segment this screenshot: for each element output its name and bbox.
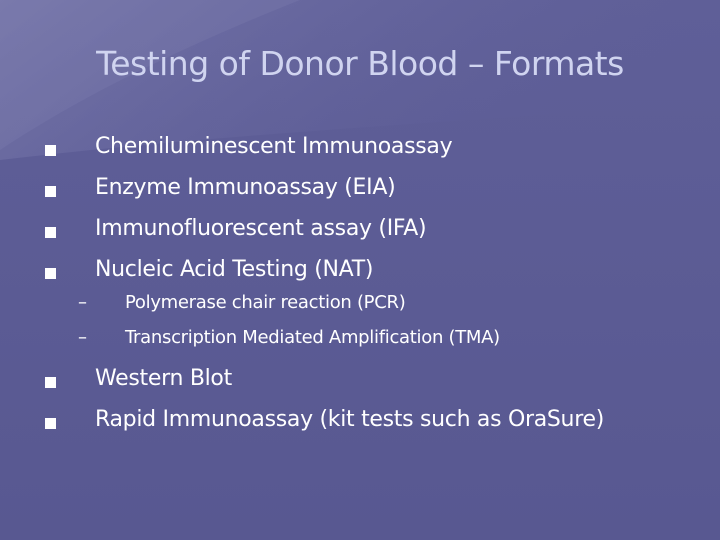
sub-bullet-item — [38, 291, 678, 315]
square-bullet-icon — [45, 186, 56, 197]
bullet-item — [38, 405, 625, 435]
bullet-text: Rapid Immunoassay (kit tests such as OraSure) — [95, 407, 604, 432]
square-bullet-icon — [45, 418, 56, 429]
slide-title: Testing of Donor Blood – Formats — [96, 44, 624, 83]
sub-bullet-item — [38, 326, 678, 350]
sub-bullet-text: Transcription Mediated Amplification (TMA) — [125, 327, 500, 348]
bullet-item — [38, 214, 678, 244]
square-bullet-icon — [45, 268, 56, 279]
dash-bullet-icon: – — [78, 292, 87, 313]
bullet-item — [38, 132, 678, 162]
square-bullet-icon — [45, 145, 56, 156]
bullet-list — [38, 132, 678, 446]
square-bullet-icon — [45, 227, 56, 238]
bullet-item — [38, 255, 678, 285]
bullet-text: Nucleic Acid Testing (NAT) — [95, 257, 374, 282]
bullet-text: Enzyme Immunoassay (EIA) — [95, 175, 396, 200]
bullet-item — [38, 364, 678, 394]
dash-bullet-icon: – — [78, 327, 87, 348]
bullet-text: Western Blot — [95, 366, 232, 391]
bullet-text: Chemiluminescent Immunoassay — [95, 134, 453, 159]
square-bullet-icon — [45, 377, 56, 388]
sub-bullet-text: Polymerase chair reaction (PCR) — [125, 292, 406, 313]
bullet-text: Immunofluorescent assay (IFA) — [95, 216, 427, 241]
bullet-item — [38, 173, 678, 203]
